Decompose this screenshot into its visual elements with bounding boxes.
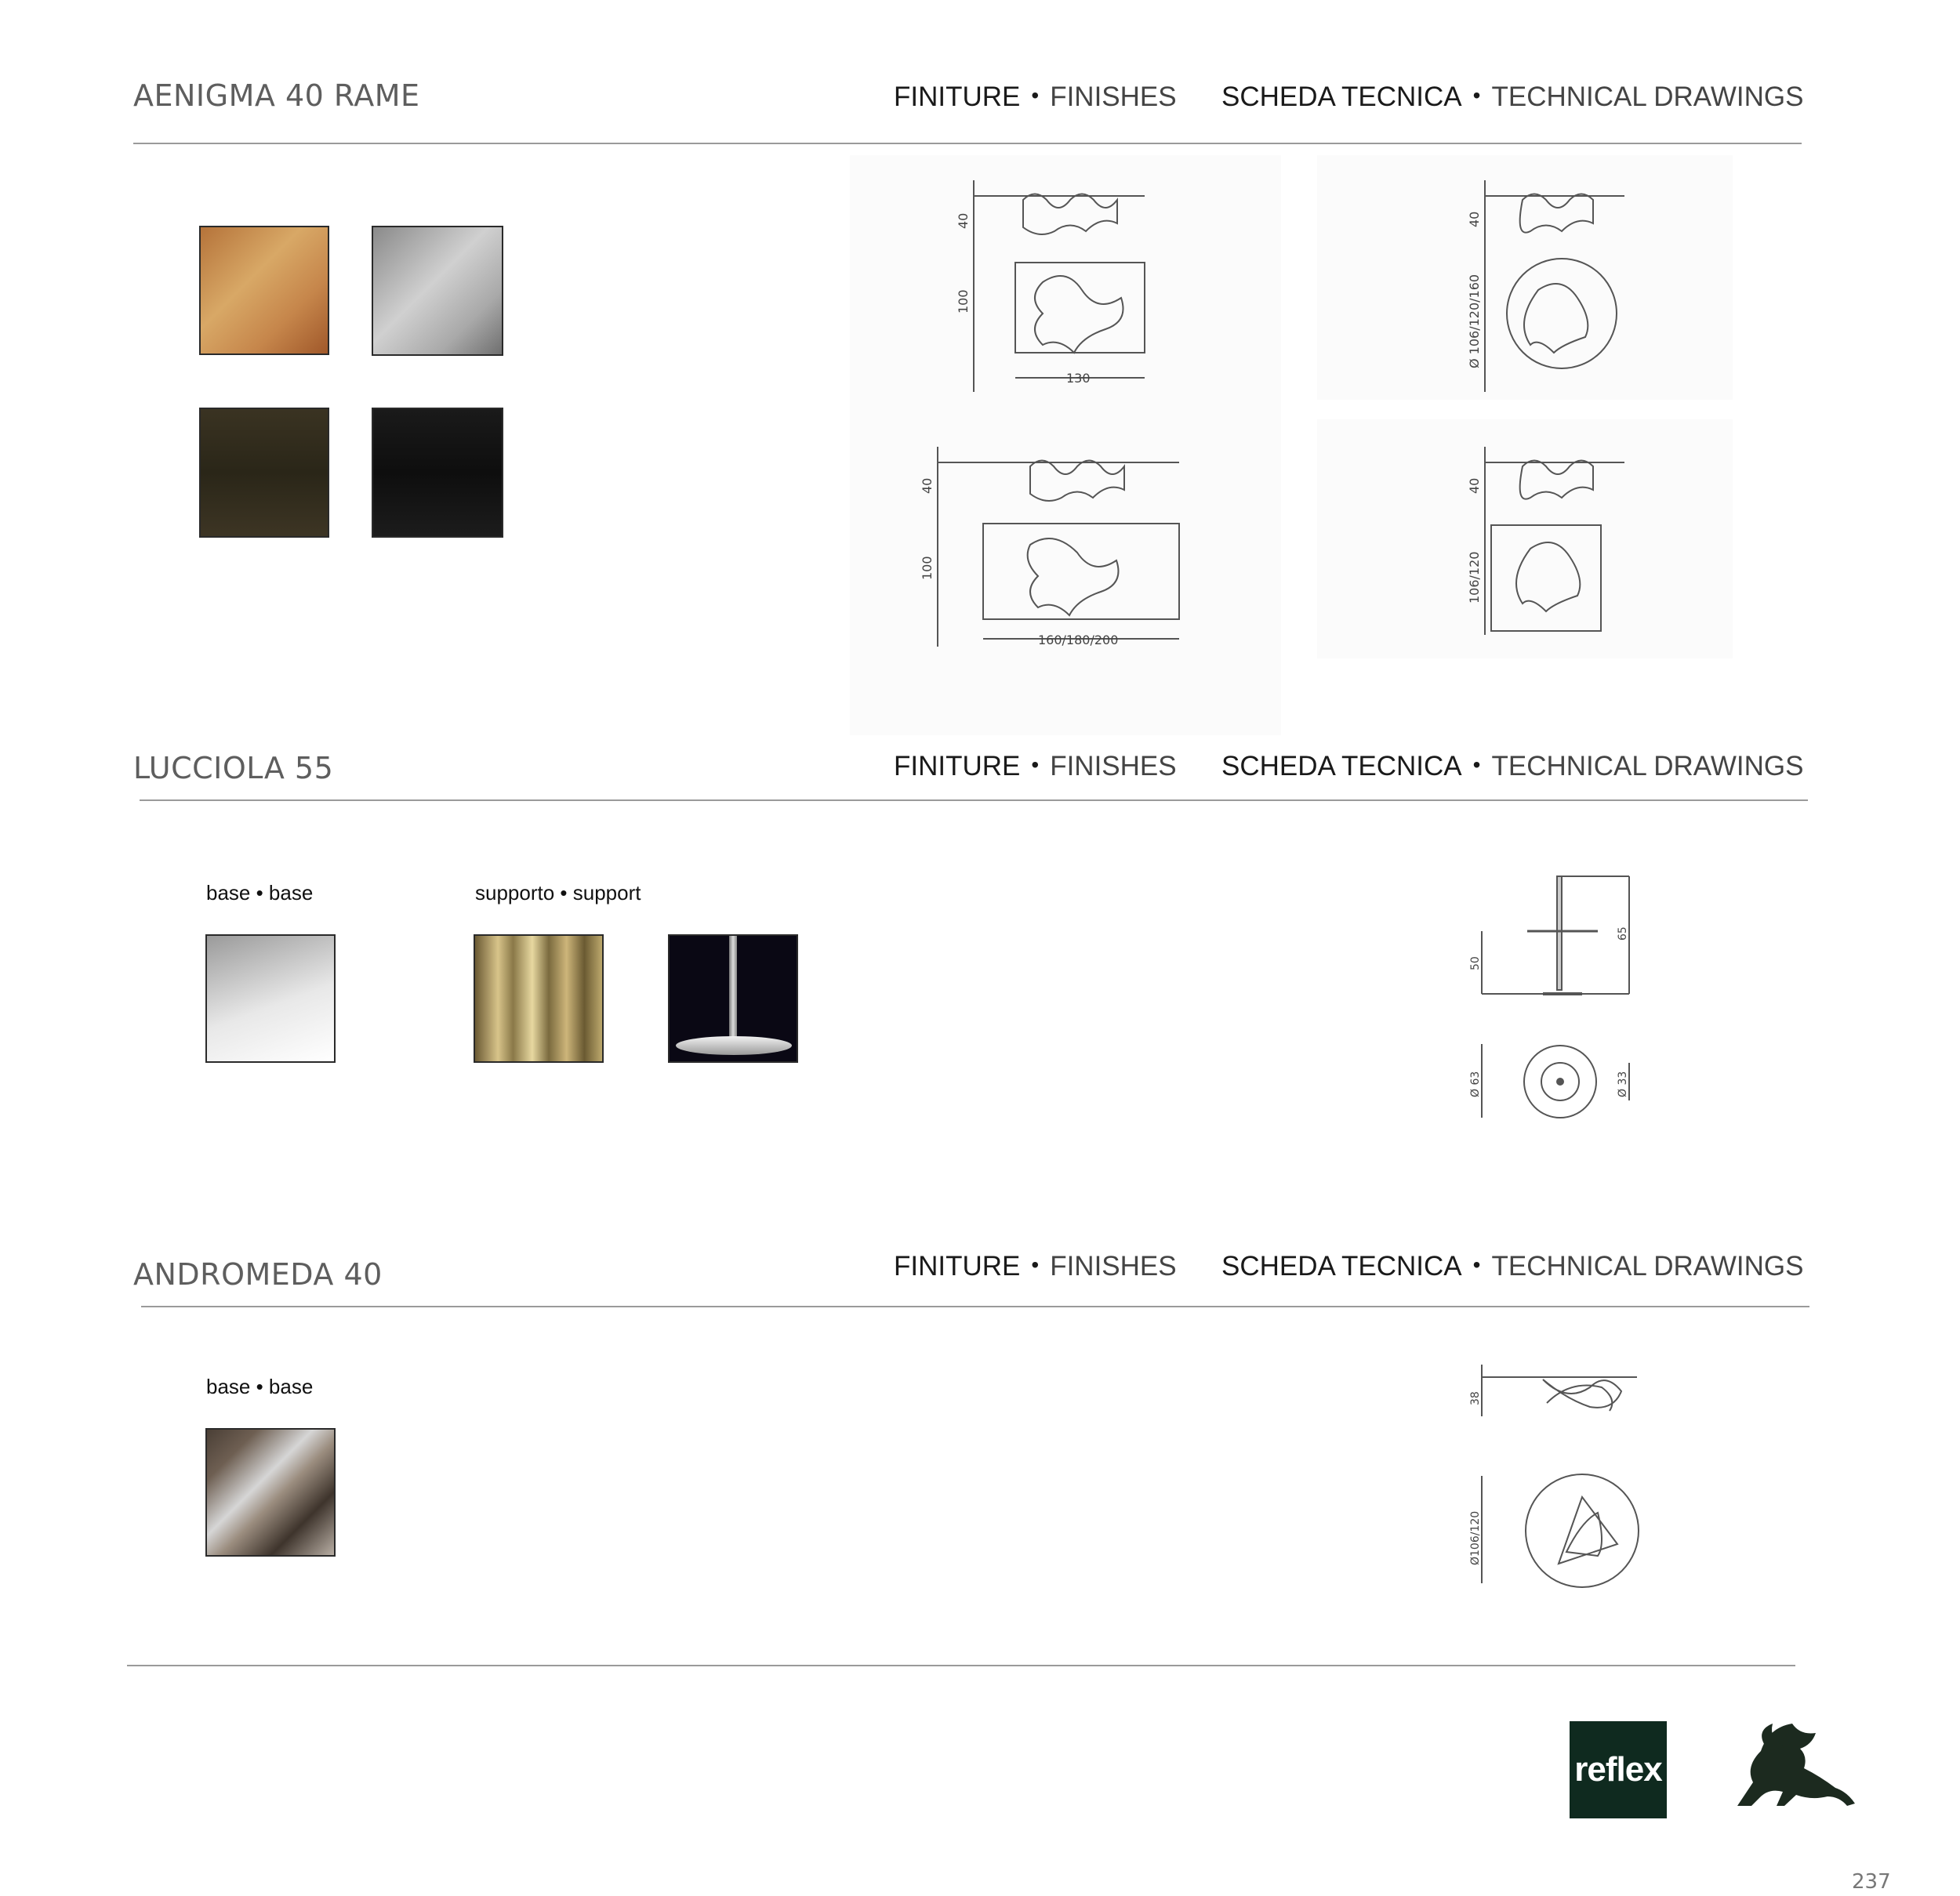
- drawings-it: SCHEDA TECNICA: [1221, 82, 1462, 112]
- technical-drawing-lucciola: [1469, 870, 1645, 1129]
- finish-swatch-bronze[interactable]: [199, 408, 329, 538]
- dim-height: 38: [1469, 1391, 1482, 1405]
- drawings-header: SCHEDA TECNICA • TECHNICAL DRAWINGS: [1221, 751, 1804, 781]
- technical-drawing-rect-130: [956, 172, 1160, 392]
- section-divider: [133, 143, 1802, 144]
- drawings-it: SCHEDA TECNICA: [1221, 751, 1462, 781]
- finish-swatch-copper[interactable]: [199, 226, 329, 355]
- finish-swatch-black[interactable]: [372, 408, 503, 538]
- section-divider: [140, 799, 1808, 801]
- dim-width: 130: [1066, 371, 1091, 386]
- finishes-it: FINITURE: [894, 751, 1021, 781]
- page-number: 237: [1852, 1870, 1891, 1894]
- technical-drawing-square: [1468, 439, 1640, 643]
- finishes-en: FINISHES: [1050, 751, 1177, 781]
- support-label: supporto • support: [475, 881, 641, 904]
- drawings-it: SCHEDA TECNICA: [1221, 1251, 1462, 1282]
- drawings-en: TECHNICAL DRAWINGS: [1491, 1251, 1804, 1282]
- dim-d2: Ø 33: [1617, 1071, 1629, 1097]
- drawings-header: SCHEDA TECNICA • TECHNICAL DRAWINGS: [1221, 1251, 1804, 1282]
- technical-drawing-andromeda: [1469, 1360, 1645, 1591]
- finishes-it: FINITURE: [894, 1251, 1021, 1282]
- finishes-header: FINITURE • FINISHES: [894, 751, 1177, 781]
- drawings-header: SCHEDA TECNICA • TECHNICAL DRAWINGS: [1221, 82, 1804, 112]
- finishes-en: FINISHES: [1050, 82, 1177, 112]
- product-title-lucciola: LUCCIOLA 55: [133, 751, 334, 785]
- support-rod: [729, 936, 737, 1046]
- footer-divider: [127, 1665, 1795, 1666]
- finishes-it: FINITURE: [894, 82, 1021, 112]
- dim-depth: 100: [956, 289, 971, 314]
- reflex-logo: [1570, 1721, 1667, 1818]
- winged-lion-icon: [1722, 1720, 1863, 1822]
- product-title-andromeda: ANDROMEDA 40: [133, 1257, 383, 1292]
- dim-width: 160/180/200: [1038, 633, 1119, 647]
- base-label: base • base: [206, 881, 314, 904]
- section-divider: [141, 1306, 1809, 1307]
- finish-swatch-base-steel[interactable]: [205, 934, 336, 1063]
- dim-diameter: Ø 106/120/160: [1467, 274, 1482, 368]
- finish-swatch-support-gold[interactable]: [474, 934, 604, 1063]
- finish-swatch-andromeda-base[interactable]: [205, 1428, 336, 1557]
- reflex-logo-text: reflex: [1574, 1750, 1662, 1789]
- dim-height: 40: [920, 477, 935, 494]
- dim-height: 40: [1467, 477, 1482, 494]
- drawings-en: TECHNICAL DRAWINGS: [1491, 82, 1804, 112]
- base-label: base • base: [206, 1375, 314, 1398]
- technical-drawing-round: [1468, 172, 1640, 400]
- drawings-en: TECHNICAL DRAWINGS: [1491, 751, 1804, 781]
- dim-height: 40: [1467, 211, 1482, 227]
- dim-depth: 100: [920, 556, 935, 580]
- dim-diameter: Ø106/120: [1469, 1510, 1482, 1565]
- finishes-header: FINITURE • FINISHES: [894, 82, 1177, 112]
- technical-drawing-rect-160: [920, 439, 1187, 651]
- dim-height: 40: [956, 212, 971, 229]
- product-title-aenigma: AENIGMA 40 RAME: [133, 78, 420, 113]
- finishes-header: FINITURE • FINISHES: [894, 1251, 1177, 1282]
- dim-size: 106/120: [1467, 551, 1482, 604]
- dim-d1: Ø 63: [1469, 1071, 1482, 1097]
- finishes-en: FINISHES: [1050, 1251, 1177, 1282]
- finish-swatch-support-clear[interactable]: [668, 934, 798, 1063]
- finish-swatch-silver[interactable]: [372, 226, 503, 356]
- dim-h1: 50: [1469, 956, 1482, 970]
- dim-h2: 65: [1617, 926, 1629, 941]
- support-disc: [676, 1036, 792, 1055]
